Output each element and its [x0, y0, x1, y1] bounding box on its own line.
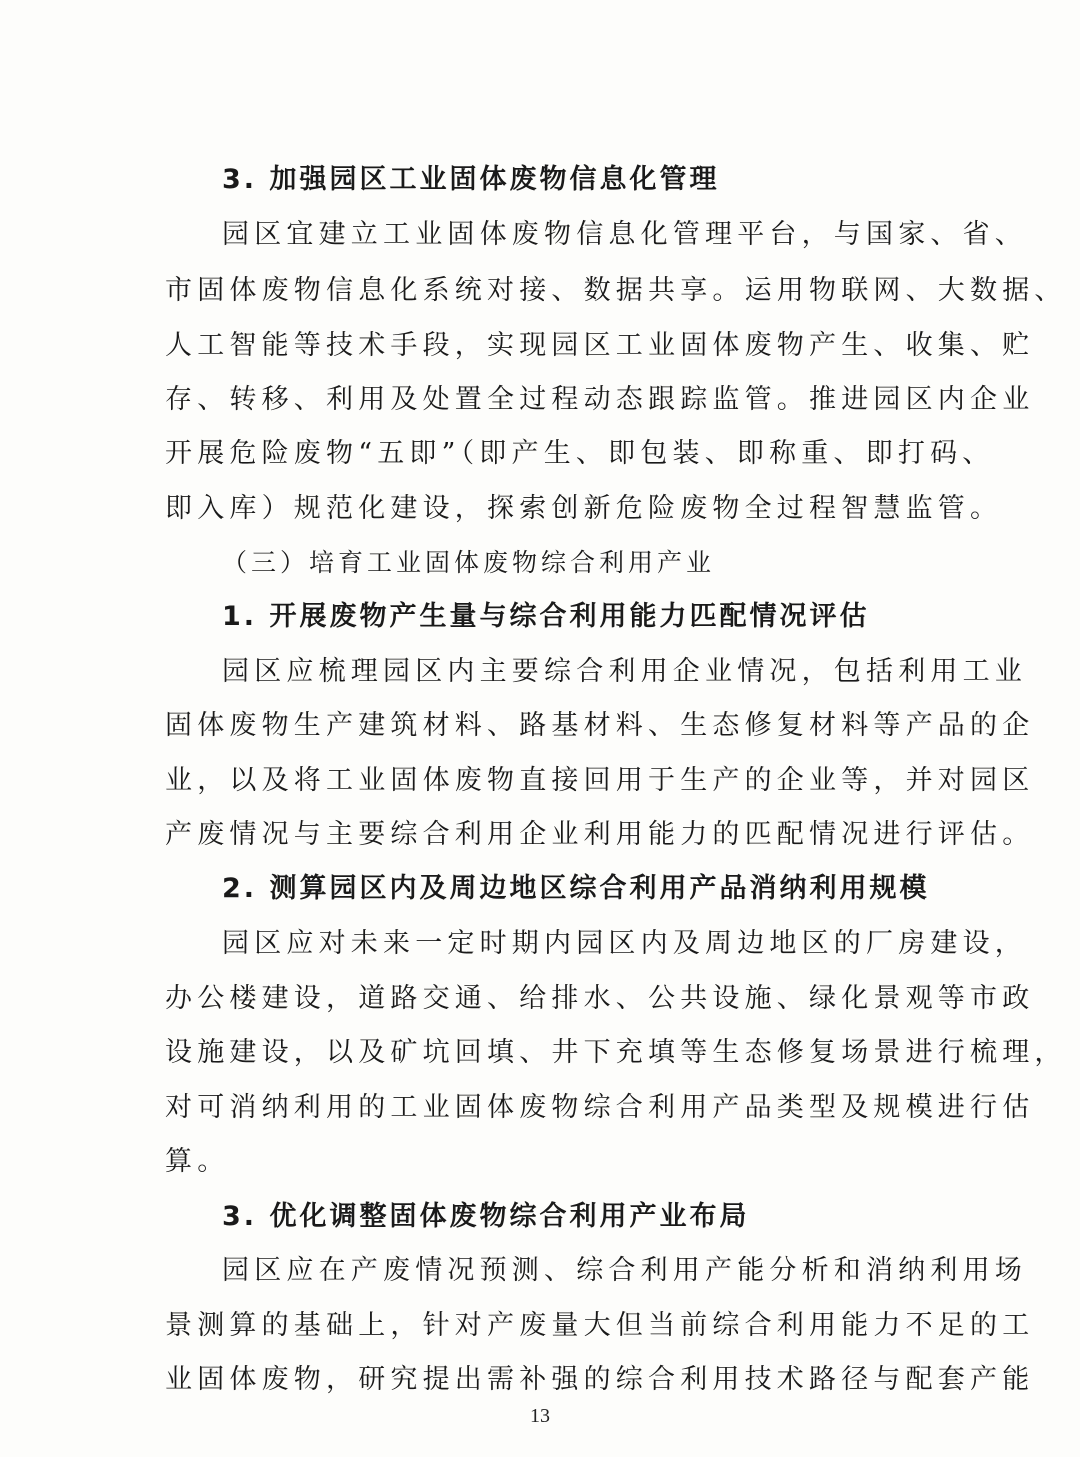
paragraph-line: 设施建设，以及矿坑回填、井下充填等生态修复场景进行梳理，	[165, 1037, 1067, 1068]
paragraph-line: 业，以及将工业固体废物直接回用于生产的企业等，并对园区	[165, 765, 1035, 796]
paragraph-line: 办公楼建设，道路交通、给排水、公共设施、绿化景观等市政	[165, 983, 1035, 1014]
paragraph-line: 产废情况与主要综合利用企业利用能力的匹配情况进行评估。	[165, 819, 1035, 850]
paragraph-line: 园区应梳理园区内主要综合利用企业情况，包括利用工业	[222, 656, 1027, 687]
paragraph-line: 园区应在产废情况预测、综合利用产能分析和消纳利用场	[222, 1255, 1027, 1286]
section-title-industry: （三）培育工业固体废物综合利用产业	[222, 548, 716, 577]
paragraph-line: 景测算的基础上，针对产废量大但当前综合利用能力不足的工	[165, 1310, 1035, 1341]
heading-layout: 3. 优化调整固体废物综合利用产业布局	[222, 1201, 750, 1232]
paragraph-line: 市固体废物信息化系统对接、数据共享。运用物联网、大数据、	[165, 275, 1067, 306]
page-number: 13	[530, 1405, 550, 1427]
heading-measurement: 2. 测算园区内及周边地区综合利用产品消纳利用规模	[222, 873, 930, 904]
paragraph-line: 对可消纳利用的工业固体废物综合利用产品类型及规模进行估	[165, 1092, 1035, 1123]
paragraph-line: 园区应对未来一定时期内园区内及周边地区的厂房建设，	[222, 928, 1027, 959]
paragraph-line: 园区宜建立工业固体废物信息化管理平台，与国家、省、	[222, 219, 1027, 250]
paragraph-line: 即入库）规范化建设，探索创新危险废物全过程智慧监管。	[165, 493, 1003, 524]
paragraph-line: 业固体废物，研究提出需补强的综合利用技术路径与配套产能	[165, 1364, 1035, 1395]
paragraph-line: 算。	[165, 1146, 230, 1177]
heading-informatization: 3. 加强园区工业固体废物信息化管理	[222, 164, 720, 195]
heading-assessment: 1. 开展废物产生量与综合利用能力匹配情况评估	[222, 601, 870, 632]
paragraph-line: 开展危险废物“五即”（即产生、即包装、即称重、即打码、	[165, 438, 995, 469]
paragraph-line: 存、转移、利用及处置全过程动态跟踪监管。推进园区内企业	[165, 384, 1035, 415]
paragraph-line: 人工智能等技术手段，实现园区工业固体废物产生、收集、贮	[165, 330, 1035, 361]
paragraph-line: 固体废物生产建筑材料、路基材料、生态修复材料等产品的企	[165, 710, 1035, 741]
